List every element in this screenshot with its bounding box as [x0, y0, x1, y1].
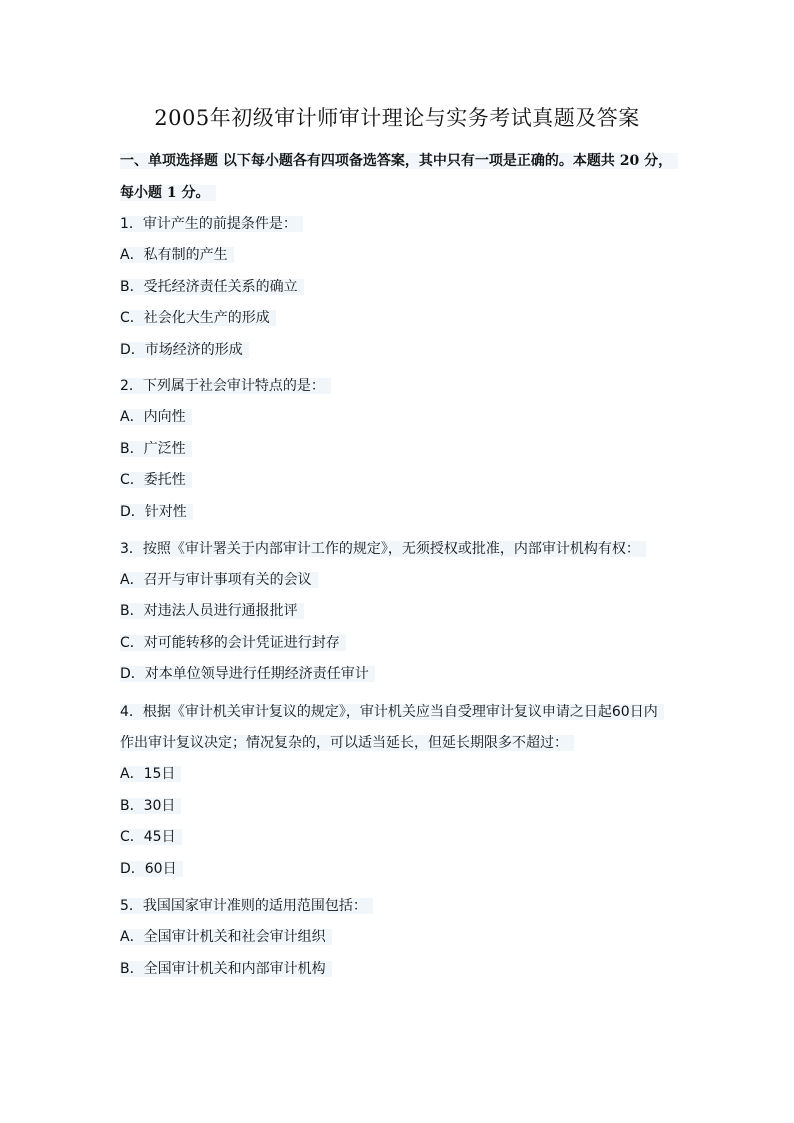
question-3-option-d: D．对本单位领导进行任期经济责任审计 — [120, 665, 375, 683]
question-5-option-a: A．全国审计机关和社会审计组织 — [120, 928, 332, 946]
question-2-option-a: A．内向性 — [120, 408, 192, 426]
question-1-option-c: C．社会化大生产的形成 — [120, 309, 276, 327]
question-3-option-b: B．对违法人员进行通报批评 — [120, 602, 304, 620]
question-4-option-d: D．60日 — [120, 860, 183, 878]
question-3-stem: 3．按照《审计署关于内部审计工作的规定》，无须授权或批准，内部审计机构有权： — [120, 540, 646, 558]
question-1-stem: 1．审计产生的前提条件是： — [120, 215, 303, 233]
question-4-stem: 4．根据《审计机关审计复议的规定》，审计机关应当自受理审计复议申请之日起60日内 — [120, 703, 664, 721]
question-4-stem-cont: 作出审计复议决定；情况复杂的，可以适当延长，但延长期限多不超过： — [120, 734, 574, 752]
question-4-option-b: B．30日 — [120, 797, 181, 815]
question-5-option-b: B．全国审计机关和内部审计机构 — [120, 960, 332, 978]
question-2-option-d: D．针对性 — [120, 503, 193, 521]
question-2-option-c: C．委托性 — [120, 471, 192, 489]
question-5-stem: 5．我国国家审计准则的适用范围包括： — [120, 897, 373, 915]
question-2-option-b: B．广泛性 — [120, 440, 192, 458]
question-3-option-c: C．对可能转移的会计凭证进行封存 — [120, 634, 346, 652]
question-4-option-a: A．15日 — [120, 765, 181, 783]
question-1-option-d: D．市场经济的形成 — [120, 341, 249, 359]
section-heading — [120, 152, 678, 170]
document-title: 2005年初级审计师审计理论与实务考试真题及答案 — [154, 106, 640, 130]
question-1-option-b: B．受托经济责任关系的确立 — [120, 278, 304, 296]
question-3-option-a: A．召开与审计事项有关的会议 — [120, 571, 318, 589]
section-heading-line-2: 每小题 1 分。 — [120, 185, 216, 201]
question-2-stem: 2．下列属于社会审计特点的是： — [120, 377, 331, 395]
section-heading-cont — [120, 184, 216, 202]
question-1-option-a: A．私有制的产生 — [120, 246, 234, 264]
question-4-option-c: C．45日 — [120, 828, 182, 846]
section-heading-line-1: 一、单项选择题 以下每小题各有四项备选答案，其中只有一项是正确的。本题共 20 分， — [120, 153, 678, 169]
